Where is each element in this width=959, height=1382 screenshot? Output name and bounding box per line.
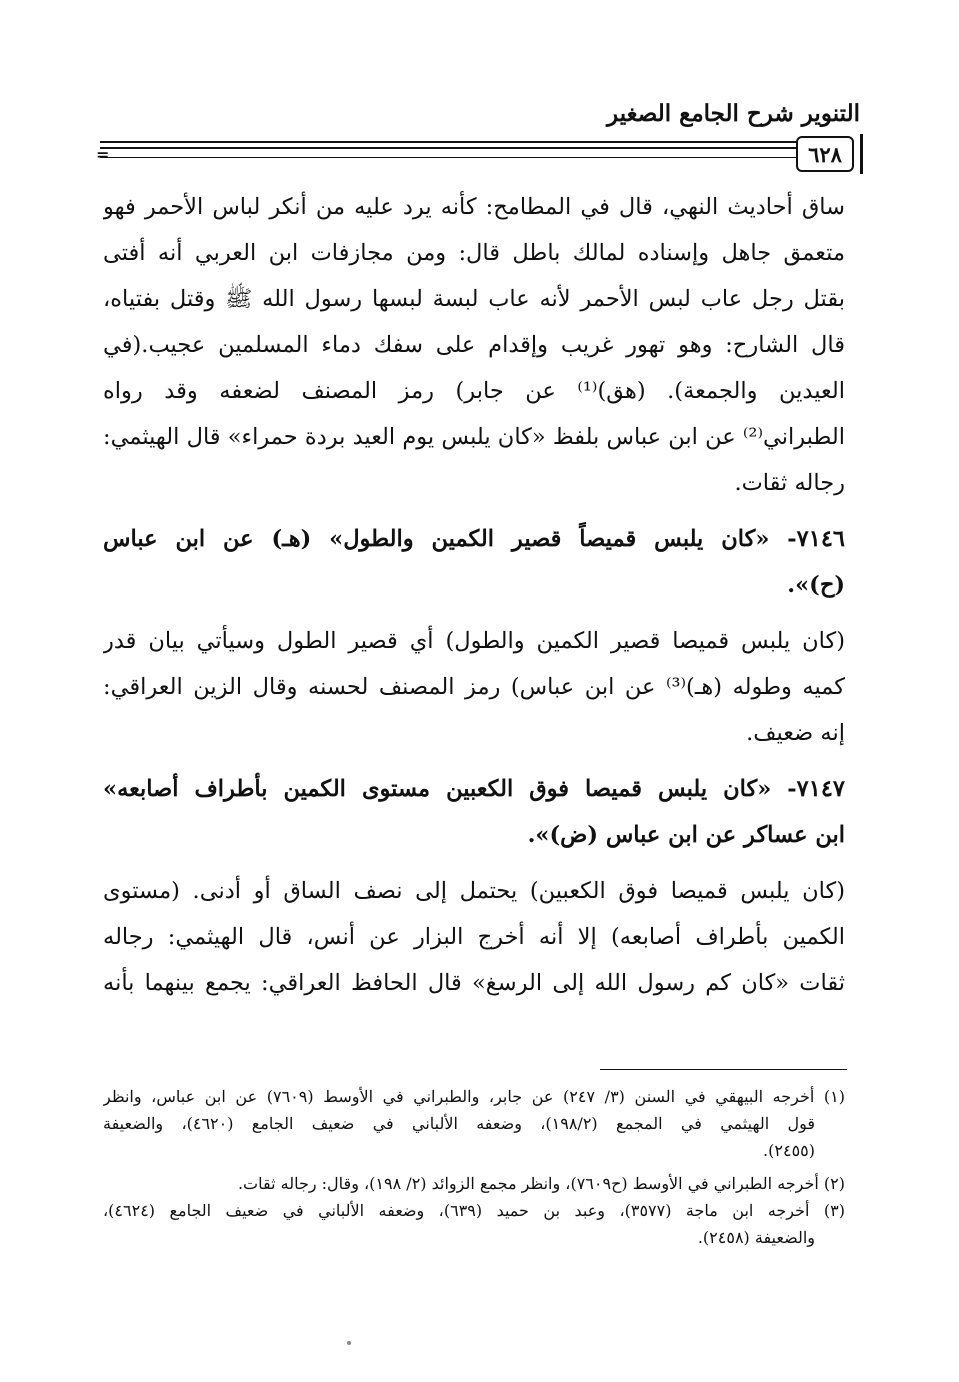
text-line: بقتل رجل عاب لبس الأحمر لأنه عاب لبسة لبسها رسول الله ﷺ وقتل بفتياه،	[103, 286, 845, 312]
page-header	[96, 100, 860, 180]
running-title: التنوير شرح الجامع الصغير	[607, 100, 860, 127]
text-line: العيدين والجمعة). (هق)⁽¹⁾ عن جابر) رمز المصنف لضعفه وقد رواه	[103, 378, 845, 404]
text-line: رجاله ثقات.	[734, 470, 845, 496]
page-number: ٦٢٨	[796, 136, 854, 172]
footnote-line: (١) أخرجه البيهقي في السنن (٣/ ٢٤٧) عن جابر، والطبراني في الأوسط (٧٦٠٩) عن ابن عباس، وانظر	[103, 1087, 845, 1106]
header-dash: =	[96, 145, 110, 164]
footnote-line: والضعيفة (٢٤٥٨).	[697, 1228, 815, 1247]
footnote-line: (٢) أخرجه الطبراني في الأوسط (ح٧٦٠٩)، وانظر مجمع الزوائد (٢/ ١٩٨)، وقال: رجاله ثقات.	[237, 1174, 845, 1193]
page-number-bar	[860, 134, 863, 174]
text-line: كميه وطوله (هـ)⁽³⁾ عن ابن عباس) رمز المصنف لحسنه وقال الزين العراقي:	[103, 674, 845, 700]
footnote-line: (٢٤٥٥).	[763, 1141, 815, 1160]
text-line: الكمين بأطراف أصابعه) إلا أنه أخرج البزار عن أنس، قال الهيثمي: رجاله	[103, 924, 845, 950]
text-line: (كان يلبس قميصا قصير الكمين والطول) أي قصير الطول وسيأتي بيان قدر	[103, 628, 845, 654]
hadith-line: ابن عساكر عن ابن عباس (ض)».	[527, 822, 845, 848]
main-text	[103, 184, 845, 1006]
footnote-line: (٣) أخرجه ابن ماجة (٣٥٧٧)، وعبد بن حميد (٦٣٩)، وضعفه الألباني في ضعيف الجامع (٤٦٢٤)،	[103, 1201, 845, 1220]
footnote-line: قول الهيثمي في المجمع (١٩٨/٢)، وضعفه الألباني في ضعيف الجامع (٤٦٢٠)، والضعيفة	[103, 1114, 815, 1133]
hadith-line: (ح)».	[787, 572, 845, 598]
header-single-rule	[100, 157, 835, 158]
text-line: قال الشارح: وهو تهور غريب وإقدام على سفك دماء المسلمين عجيب.(في	[103, 332, 845, 358]
text-line: ثقات «كان كم رسول الله إلى الرسغ» قال الحافظ العراقي: يجمع بينهما بأنه	[103, 970, 845, 996]
footnote-rule	[600, 1069, 847, 1070]
footnotes	[103, 1083, 845, 1251]
text-line: متعمق جاهل وإسناده لمالك باطل قال: ومن مجازفات ابن العربي أنه أفتى	[103, 240, 845, 266]
text-line: ساق أحاديث النهي، قال في المطامح: كأنه يرد عليه من أنكر لباس الأحمر فهو	[103, 194, 845, 220]
page-speck	[347, 1341, 351, 1345]
hadith-line: ٧١٤٦- «كان يلبس قميصاً قصير الكمين والطول» (هـ) عن ابن عباس	[103, 526, 845, 552]
text-line: (كان يلبس قميصا فوق الكعبين) يحتمل إلى نصف الساق أو أدنى. (مستوى	[103, 878, 845, 904]
text-line: إنه ضعيف.	[746, 720, 845, 746]
text-line: الطبراني⁽²⁾ عن ابن عباس بلفظ «كان يلبس يوم العيد بردة حمراء» قال الهيثمي:	[103, 424, 845, 450]
hadith-line: ٧١٤٧- «كان يلبس قميصا فوق الكعبين مستوى الكمين بأطراف أصابعه»	[103, 776, 845, 802]
header-double-rule	[100, 141, 835, 149]
